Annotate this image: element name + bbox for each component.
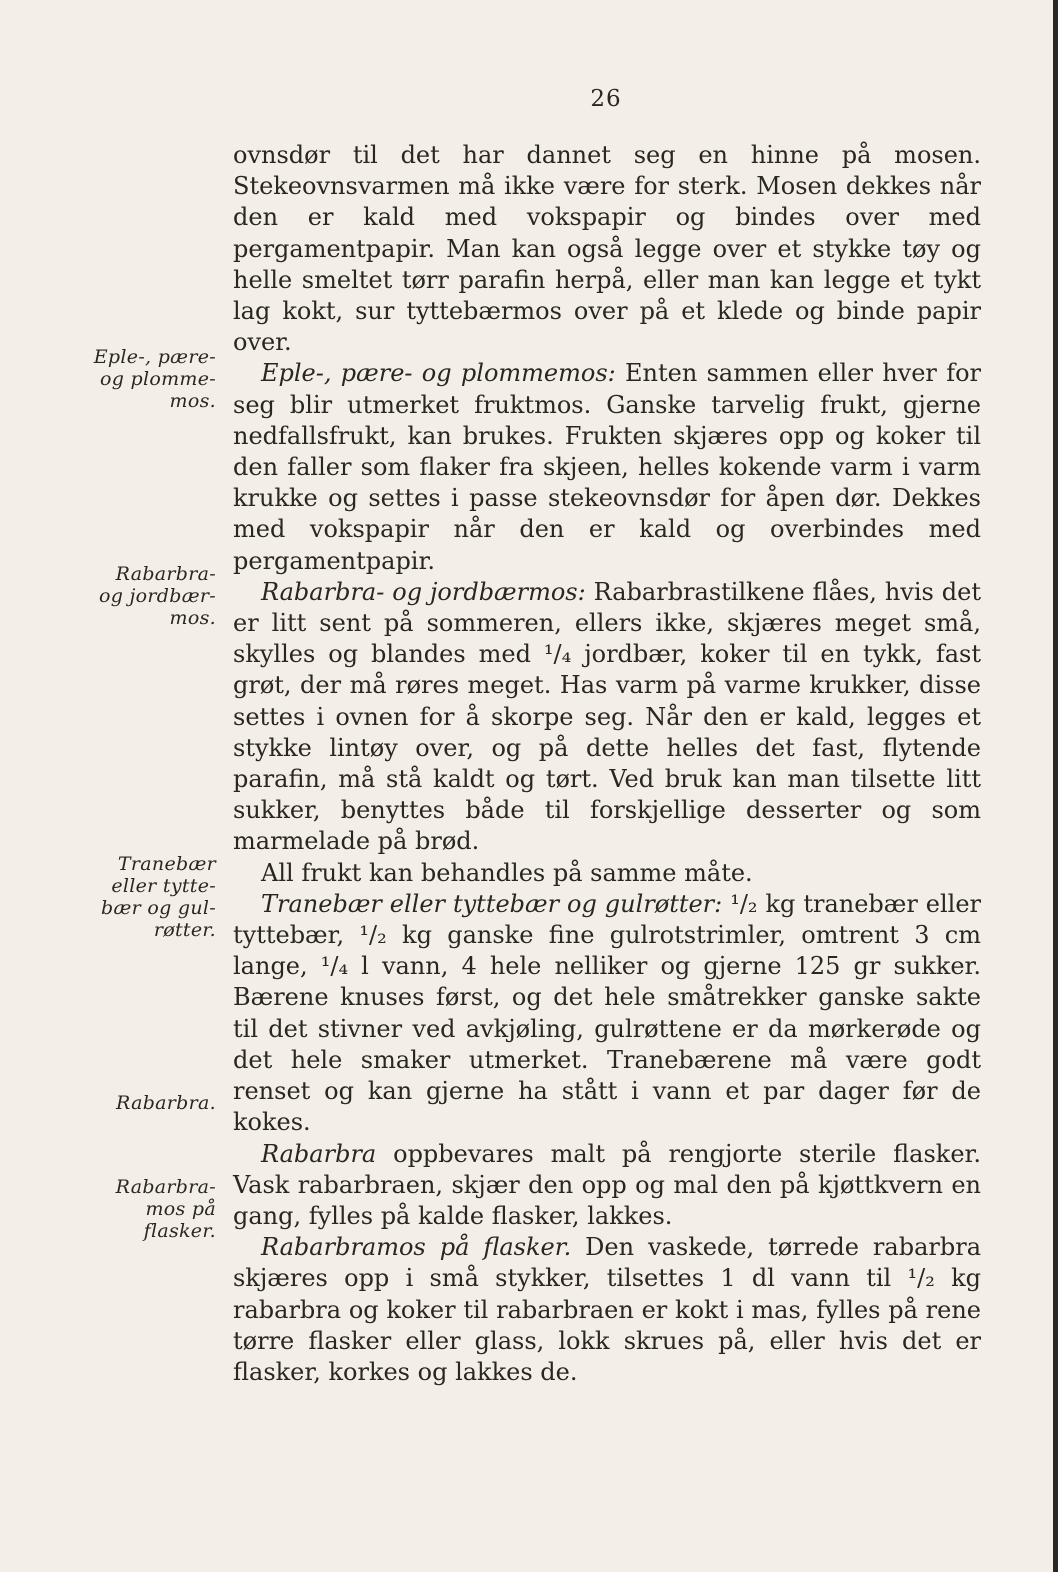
paragraph-tranebaer-gulrotter bbox=[233, 889, 981, 1139]
paragraph-text: Enten sammen eller hver for seg blir utmerket fruktmos. Ganske tarvelig frukt, gjerne nedfallsfrukt, kan brukes. Frukten skjæres opp og koker til den faller som flaker fra skjeen, helles kokende varm i varm krukke og settes i passe stekeovnsdør for åpen dør. Dekkes med vokspapir når den er kald og overbindes med pergamentpapir. bbox=[233, 359, 981, 575]
paragraph-rabarbra-jordbaermos bbox=[233, 577, 981, 858]
paragraph-text: Den vaskede, tørrede rabarbra skjæres opp i små stykker, tilsettes 1 dl vann til ¹/₂ kg rabarbra og koker til rabarbraen er kokt i mas, fylles på rene tørre flasker eller glass, lokk skrues på, eller hvis det er flasker, korkes og lakkes de. bbox=[233, 1233, 981, 1386]
paragraph-lead: Eple-, pære- og plommemos: bbox=[261, 359, 616, 388]
paragraph-eple-paere-plommemos bbox=[233, 358, 981, 576]
paragraph-rabarbra bbox=[233, 1139, 981, 1233]
page-edge bbox=[1053, 0, 1058, 1572]
paragraph-text: oppbevares malt på rengjorte sterile flasker. Vask rabarbraen, skjær den opp og mal den på kjøttkvern en gang, fylles på kalde flasker, lakkes. bbox=[233, 1139, 981, 1230]
paragraph-lead: Tranebær eller tyttebær og gulrøtter: bbox=[261, 889, 723, 918]
paragraph-lead: Rabarbramos på flasker. bbox=[261, 1233, 572, 1262]
paragraph-lead: Rabarbra- og jordbærmos: bbox=[261, 577, 586, 606]
margin-note-eple: Eple-, pære- og plomme- mos. bbox=[93, 346, 216, 412]
margin-note-rabarbra-jordbaer: Rabarbra- og jordbær- mos. bbox=[98, 563, 216, 629]
paragraph-text: All frukt kan behandles på samme måte. bbox=[261, 858, 753, 887]
paragraph-text: ¹/₂ kg tranebær eller tyttebær, ¹/₂ kg ganske fine gulrotstrimler, omtrent 3 cm lange, ¹/₄ l vann, 4 hele nelliker og gjerne 125 gr sukker. Bærene knuses først, og det hele småtrekker ganske sakte til det stivner ved avkjøling, gulrøttene er da mørkerøde og det hele smaker utmerket. Tranebærene må være godt renset og kan gjerne ha stått i vann et par dager før de kokes. bbox=[233, 889, 981, 1137]
paragraph-all-frukt bbox=[233, 858, 981, 889]
paragraph-text: Rabarbrastilkene flåes, hvis det er litt sent på sommeren, ellers ikke, skjæres meget små, skylles og blandes med ¹/₄ jordbær, koker til en tykk, fast grøt, der må røres meget. Has varm på varme krukker, disse settes i ovnen for å skorpe seg. Når den er kald, legges et stykke lintøy over, og på dette helles det fast, flytende parafin, må stå kaldt og tørt. Ved bruk kan man tilsette litt sukker, benyttes både til forskjellige desserter og som marmelade på brød. bbox=[233, 577, 981, 856]
paragraph-continued bbox=[233, 140, 981, 358]
body-text bbox=[233, 140, 981, 1388]
margin-note-rabarbra: Rabarbra. bbox=[116, 1092, 216, 1114]
margin-note-rabarbramos: Rabarbra- mos på flasker. bbox=[115, 1176, 216, 1242]
margin-note-tranebaer: Tranebær eller tytte- bær og gul- røtter. bbox=[101, 853, 216, 941]
paragraph-rabarbramos-flasker bbox=[233, 1232, 981, 1388]
paragraph-text: ovnsdør til det har dannet seg en hinne på mosen. Stekeovnsvarmen må ikke være for sterk. Mosen dekkes når den er kald med vokspapir og bindes over med pergamentpapir. Man kan også legge over et stykke tøy og helle smeltet tørr parafin herpå, eller man kan legge et tykt lag kokt, sur tyttebærmos over på et klede og binde papir over. bbox=[233, 141, 981, 357]
paragraph-lead: Rabarbra bbox=[261, 1139, 377, 1168]
page-number: 26 bbox=[590, 86, 622, 112]
